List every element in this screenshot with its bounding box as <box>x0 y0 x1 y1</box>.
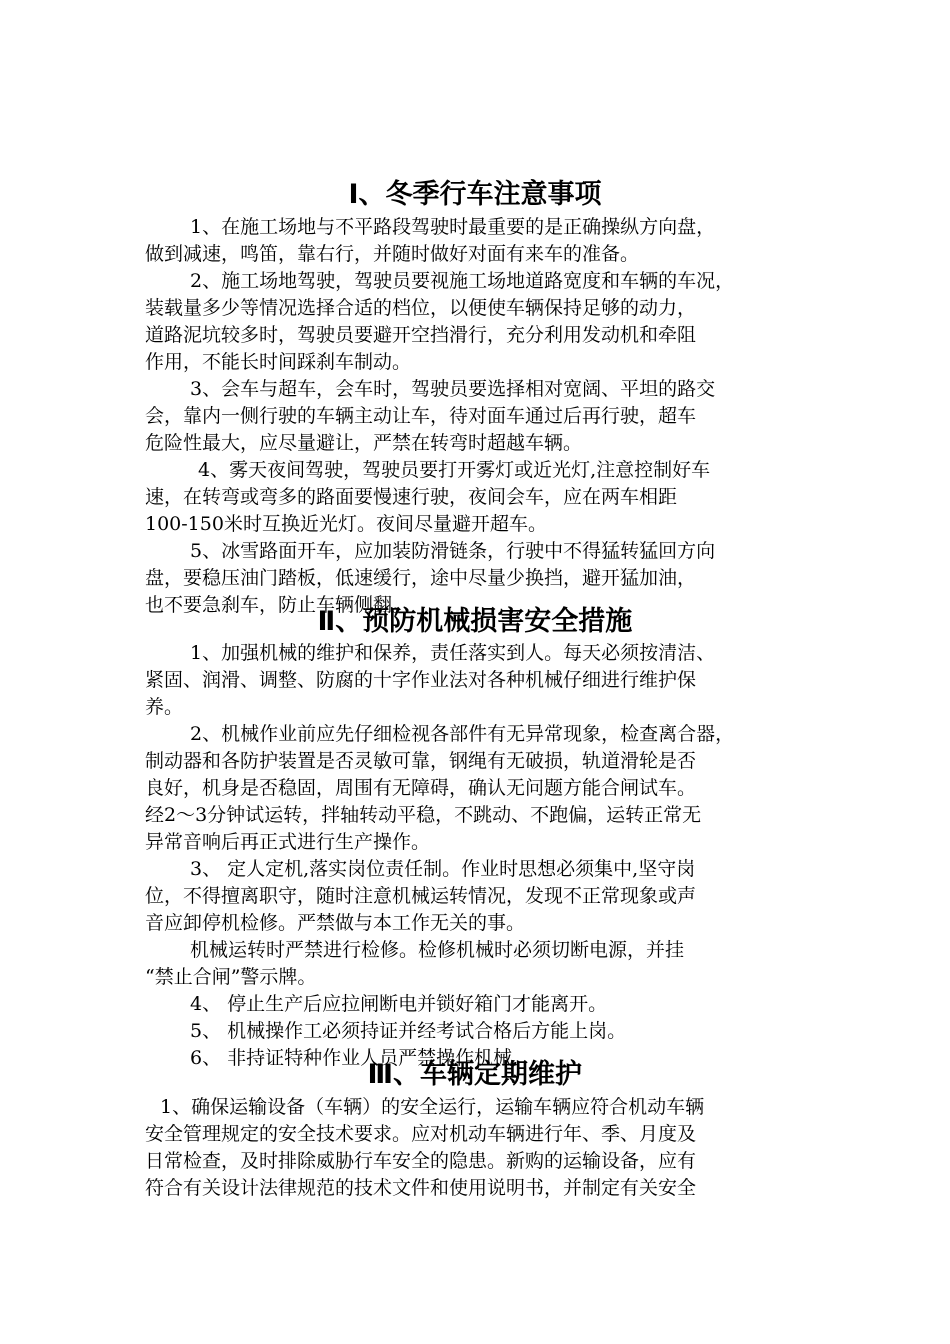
text-line: “禁止合闸”警示牌。 <box>145 966 317 988</box>
text-line: 日常检查，及时排除威胁行车安全的隐患。新购的运输设备，应有 <box>145 1150 697 1172</box>
text-line: 100-150米时互换近光灯。夜间尽量避开超车。 <box>145 513 547 535</box>
text-line: 作用，不能长时间踩刹车制动。 <box>145 351 412 373</box>
text-line: 符合有关设计法律规范的技术文件和使用说明书，并制定有关安全 <box>145 1177 697 1199</box>
text-line: 装载量多少等情况选择合适的档位，以便使车辆保持足够的动力， <box>145 297 697 319</box>
text-line: 机械运转时严禁进行检修。检修机械时必须切断电源，并挂 <box>190 939 685 961</box>
text-line: 位，不得擅离职守，随时注意机械运转情况，发现不正常现象或声 <box>145 885 697 907</box>
text-line: 道路泥坑较多时，驾驶员要避开空挡滑行，充分利用发动机和牵阻 <box>145 324 697 346</box>
text-line: 盘，要稳压油门踏板，低速缓行，途中尽量少换挡，避开猛加油， <box>145 567 697 589</box>
text-line: 1、加强机械的维护和保养，责任落实到人。每天必须按清洁、 <box>190 642 716 664</box>
text-line: 4、 停止生产后应拉闸断电并锁好箱门才能离开。 <box>190 993 608 1015</box>
text-line: 5、 机械操作工必须持证并经考试合格后方能上岗。 <box>190 1020 627 1042</box>
text-line: 3、会车与超车，会车时，驾驶员要选择相对宽阔、平坦的路交 <box>190 378 716 400</box>
section-heading-winter-driving: Ⅰ、冬季行车注意事项 <box>348 179 602 210</box>
text-line: 音应卸停机检修。严禁做与本工作无关的事。 <box>145 912 526 934</box>
text-line: 制动器和各防护装置是否灵敏可靠，钢绳有无破损，轨道滑轮是否 <box>145 750 697 772</box>
text-line: 2、施工场地驾驶，驾驶员要视施工场地道路宽度和车辆的车况， <box>190 270 735 292</box>
text-line: 3、 定人定机,落实岗位责任制。作业时思想必须集中,坚守岗 <box>190 858 696 880</box>
text-line: 会，靠内一侧行驶的车辆主动让车，待对面车通过后再行驶，超车 <box>145 405 697 427</box>
text-line: 异常音响后再正式进行生产操作。 <box>145 831 431 853</box>
text-line: 也不要急刹车，防止车辆侧翻。 <box>145 594 412 616</box>
text-line: 6、 非持证特种作业人员严禁操作机械, <box>190 1047 519 1069</box>
text-line: 5、冰雪路面开车，应加装防滑链条，行驶中不得猛转猛回方向 <box>190 540 716 562</box>
text-line: 安全管理规定的安全技术要求。应对机动车辆进行年、季、月度及 <box>145 1123 697 1145</box>
text-line: 4、雾天夜间驾驶，驾驶员要打开雾灯或近光灯,注意控制好车 <box>198 459 711 481</box>
text-line: 做到减速，鸣笛，靠右行，并随时做好对面有来车的准备。 <box>145 243 640 265</box>
text-line: 1、确保运输设备（车辆）的安全运行，运输车辆应符合机动车辆 <box>160 1096 705 1118</box>
text-line: 经2～3分钟试运转，拌轴转动平稳，不跳动、不跑偏，运转正常无 <box>145 804 702 826</box>
text-line: 2、机械作业前应先仔细检视各部件有无异常现象，检查离合器， <box>190 723 735 745</box>
text-line: 危险性最大，应尽量避让，严禁在转弯时超越车辆。 <box>145 432 583 454</box>
text-line: 速，在转弯或弯多的路面要慢速行驶，夜间会车，应在两车相距 <box>145 486 678 508</box>
text-line: 良好，机身是否稳固，周围有无障碍，确认无问题方能合闸试车。 <box>145 777 697 799</box>
text-line: 养。 <box>145 696 184 718</box>
section-heading-vehicle-maintenance: Ⅲ、车辆定期维护 <box>367 1059 583 1090</box>
text-line: 紧固、润滑、调整、防腐的十字作业法对各种机械仔细进行维护保 <box>145 669 697 691</box>
section-heading-machinery-safety: Ⅱ、预防机械损害安全措施 <box>317 606 633 637</box>
text-line: 1、在施工场地与不平路段驾驶时最重要的是正确操纵方向盘， <box>190 216 716 238</box>
